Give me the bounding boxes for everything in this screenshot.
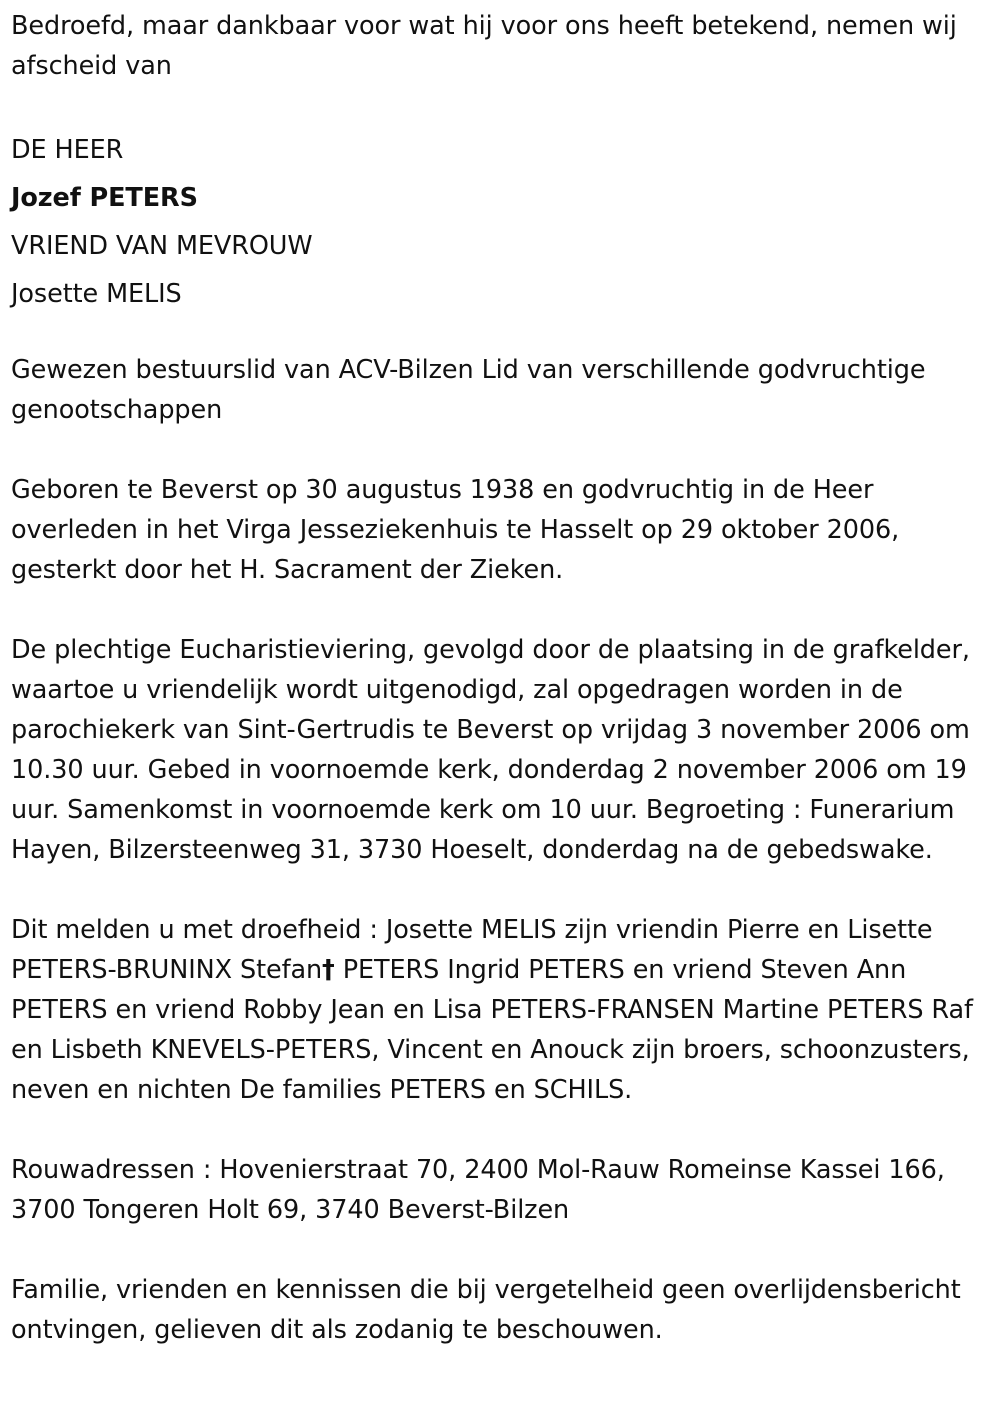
spacer	[11, 1230, 992, 1270]
spacer	[11, 430, 992, 470]
deceased-name: Jozef PETERS	[11, 183, 198, 213]
spacer	[11, 318, 992, 350]
roles-text: Gewezen bestuurslid van ACV-Bilzen Lid van verschillende godvruchtige genootschappen	[11, 355, 926, 425]
partner-name: Josette MELIS	[11, 279, 182, 309]
family-text-part-2: PETERS Ingrid PETERS en vriend Steven Ann PETERS en vriend Robby Jean en Lisa PETERS-FRANSEN Martine PETERS Raf en Lisbeth KNEVELS-PETERS, Vincent en Anouck zijn broers, schoonzusters, neven en nichten De families PETERS en SCHILS.	[11, 955, 973, 1105]
cross-icon: †	[322, 955, 335, 985]
family-text-part-1: Dit melden u met droefheid : Josette MELIS zijn vriendin Pierre en Lisette PETERS-BRUNINX Stefan	[11, 915, 933, 985]
addresses-text: Rouwadressen : Hovenierstraat 70, 2400 Mol-Rauw Romeinse Kassei 166, 3700 Tongeren Holt 69, 3740 Beverst-Bilzen	[11, 1155, 945, 1225]
ceremony-text: De plechtige Eucharistieviering, gevolgd door de plaatsing in de grafkelder, waartoe u vriendelijk wordt uitgenodigd, zal opgedragen worden in de parochiekerk van Sint-Gertrudis te Beverst op vrijdag 3 november 2006 om 10.30 uur. Gebed in voornoemde kerk, donderdag 2 november 2006 om 19 uur. Samenkomst in voornoemde kerk om 10 uur. Begroeting : Funerarium Hayen, Bilzersteenweg 31, 3730 Hoeselt, donderdag na de gebedswake.	[11, 635, 970, 865]
family-text	[11, 910, 992, 1110]
birth-death-text: Geboren te Beverst op 30 augustus 1938 en godvruchtig in de Heer overleden in het Virga Jesseziekenhuis te Hasselt op 29 oktober 2006, gesterkt door het H. Sacrament der Zieken.	[11, 475, 900, 585]
spacer	[11, 1110, 992, 1150]
honorific-title: DE HEER	[11, 135, 124, 165]
closing-text: Familie, vrienden en kennissen die bij vergetelheid geen overlijdensbericht ontvingen, gelieven dit als zodanig te beschouwen.	[11, 1275, 961, 1345]
spacer	[11, 590, 992, 630]
spacer	[11, 870, 992, 910]
spacer	[11, 86, 992, 126]
intro-text: Bedroefd, maar dankbaar voor wat hij voor ons heeft betekend, nemen wij afscheid van	[11, 11, 957, 81]
relation-line: VRIEND VAN MEVROUW	[11, 231, 313, 261]
